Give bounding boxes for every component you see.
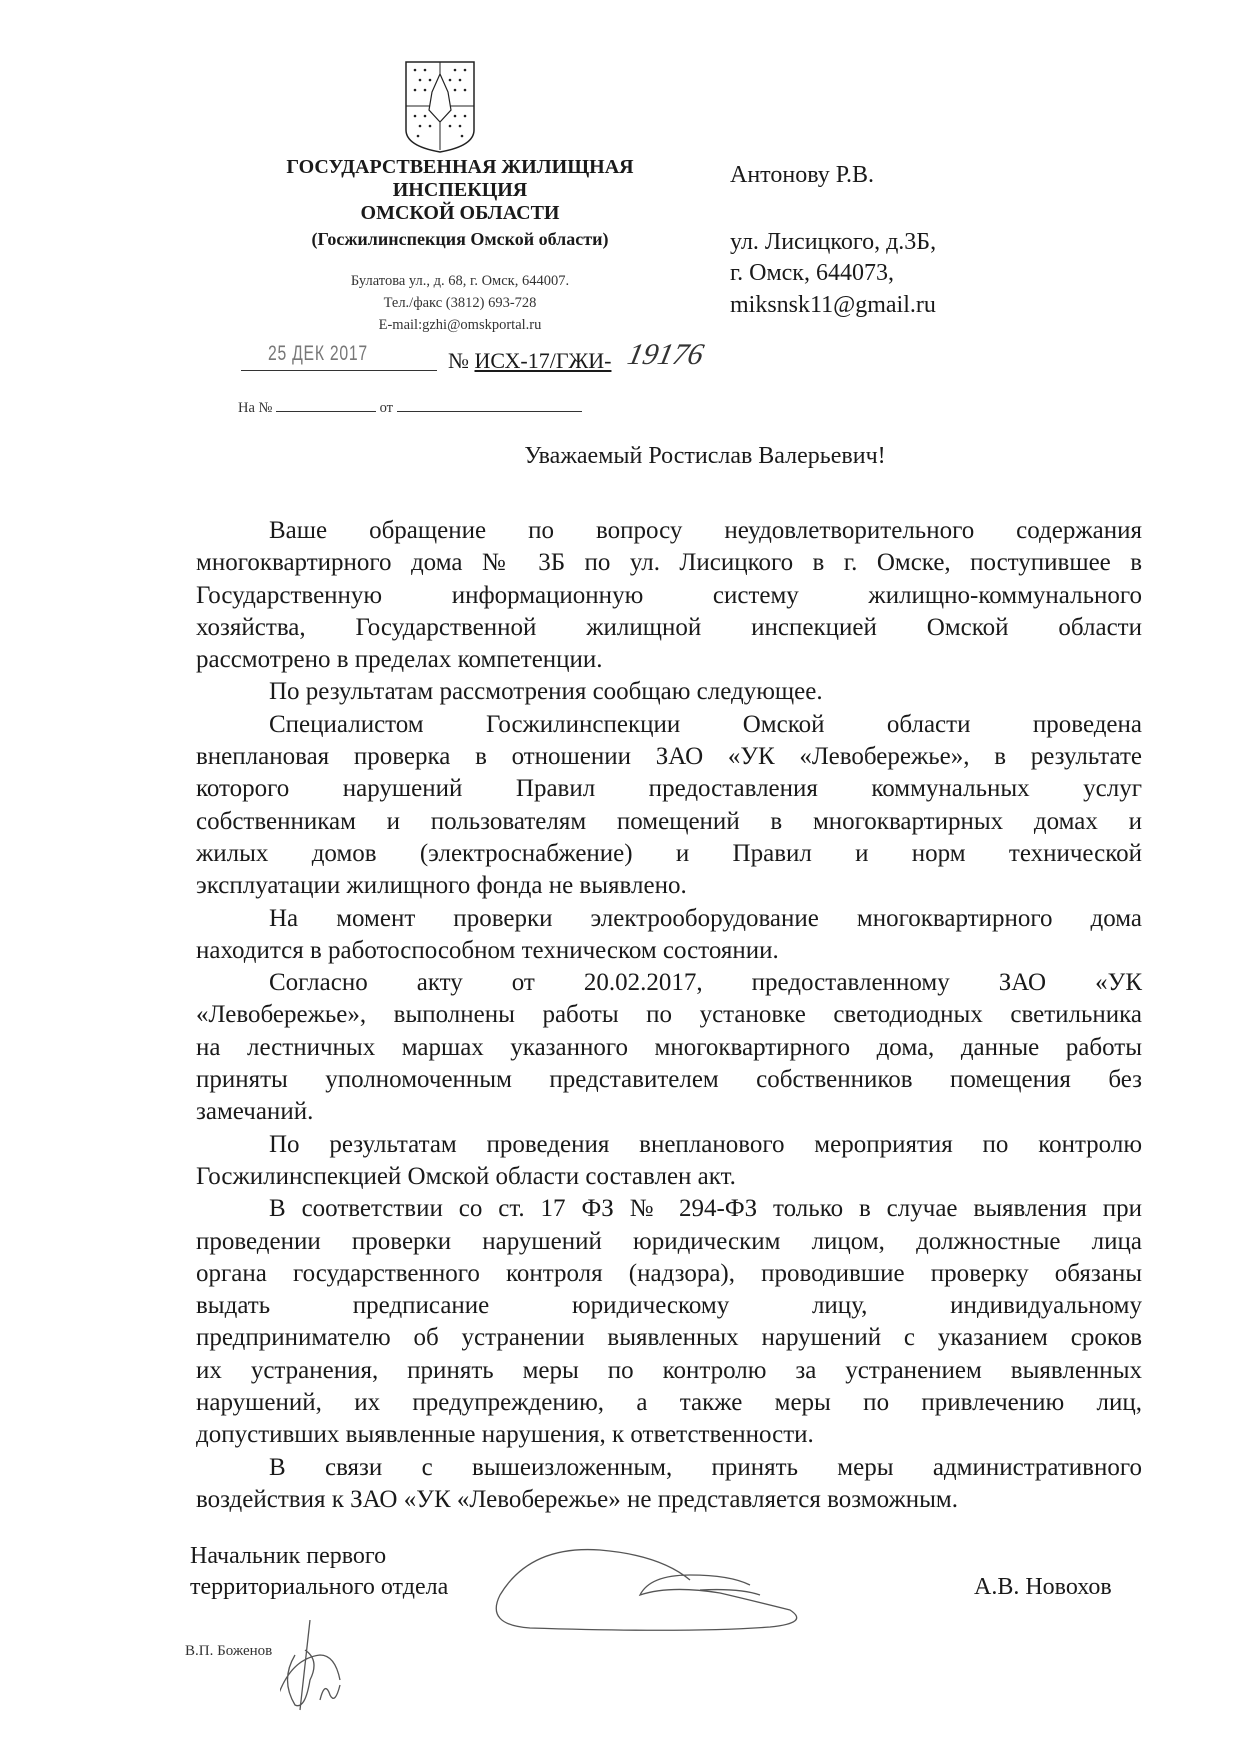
date-underline <box>241 370 437 371</box>
outgoing-number-value: ИСХ-17/ГЖИ- <box>474 348 612 373</box>
body-line: В соответствии со ст. 17 ФЗ № 294-ФЗ только в случае выявления при <box>269 1195 1142 1223</box>
body-line: на лестничных маршах указанного многоквартирного дома, данные работы <box>196 1033 1142 1061</box>
body-line: находится в работоспособном техническом состоянии. <box>196 936 779 964</box>
body-line: По результатам проведения внепланового мероприятия по контролю <box>269 1130 1142 1158</box>
body-line: внеплановая проверка в отношении ЗАО «УК «Левобережье», в результате <box>196 743 1142 771</box>
reference-label: На № <box>238 400 273 416</box>
body-line: их устранения, принять меры по контролю за устранением выявленных <box>196 1356 1142 1384</box>
body-line: «Левобережье», выполнены работы по установке светодиодных светильника <box>196 1001 1142 1029</box>
body-line: Государственную информационную систему жилищно-коммунального <box>196 581 1142 609</box>
body-line: выдать предписание юридическому лицу, индивидуальному <box>196 1292 1142 1320</box>
executor-signature <box>280 1620 380 1730</box>
reference-from-label: от <box>379 400 394 416</box>
signatory-name: А.В. Новохов <box>974 1574 1112 1600</box>
signatory-title-line: Начальник первого <box>190 1543 387 1569</box>
body-line: Ваше обращение по вопросу неудовлетворительного содержания <box>269 517 1142 544</box>
body-line: воздействия к ЗАО «УК «Левобережье» не представляется возможным. <box>196 1485 958 1513</box>
body-line: органа государственного контроля (надзора), проводившие проверку обязаны <box>196 1259 1142 1287</box>
reference-line <box>238 400 582 417</box>
body-line: эксплуатации жилищного фонда не выявлено. <box>196 872 687 900</box>
body-line: собственникам и пользователям помещений в многоквартирных домах и <box>196 807 1142 835</box>
body-line: Согласно акту от 20.02.2017, предоставленному ЗАО «УК <box>269 969 1142 997</box>
reference-date-blank <box>397 411 582 412</box>
body-line: хозяйства, Государственной жилищной инспекцией Омской области <box>196 613 1142 641</box>
recipient-email: miksnsk11@gmail.ru <box>730 292 936 318</box>
signatory-title <box>190 1541 448 1603</box>
body-line: предпринимателю об устранении выявленных нарушений с указанием сроков <box>196 1324 1142 1352</box>
body-line: По результатам рассмотрения сообщаю следующее. <box>269 678 823 706</box>
recipient-address-line: г. Омск, 644073, <box>730 260 894 286</box>
body-line: допустивших выявленные нарушения, к ответственности. <box>196 1421 814 1449</box>
body-line: рассмотрено в пределах компетенции. <box>196 646 603 674</box>
number-sign: № <box>448 348 475 373</box>
org-address: Булатова ул., д. 68, г. Омск, 644007. <box>350 273 570 289</box>
org-name-line: ГОСУДАРСТВЕННАЯ ЖИЛИЩНАЯ <box>286 156 634 178</box>
body-line: В связи с вышеизложенным, принять меры административного <box>269 1453 1142 1481</box>
body-line: Специалистом Госжилинспекции Омской области проведена <box>269 710 1142 738</box>
salutation: Уважаемый Ростислав Валерьевич! <box>524 443 886 469</box>
body-line: проведении проверки нарушений юридическим лицом, должностные лица <box>196 1227 1142 1255</box>
body-line: многоквартирного дома № 3Б по ул. Лисицкого в г. Омске, поступившее в <box>196 549 1142 577</box>
reference-number-blank <box>276 411 376 412</box>
body-line: нарушений, их предупреждению, а также меры по привлечению лиц, <box>196 1389 1142 1417</box>
date-stamp: 25 ДЕК 2017 <box>268 342 368 365</box>
body-line: приняты уполномоченным представителем собственников помещения без <box>196 1066 1142 1094</box>
letter-body <box>196 515 1142 1516</box>
org-name-line: ИНСПЕКЦИЯ <box>392 179 528 201</box>
executor-name: В.П. Боженов <box>185 1643 273 1659</box>
recipient-name: Антонову Р.В. <box>730 162 875 188</box>
org-name-line: ОМСКОЙ ОБЛАСТИ <box>360 202 560 224</box>
recipient-address-line: ул. Лисицкого, д.3Б, <box>730 229 937 255</box>
org-email: E-mail:gzhi@omskportal.ru <box>378 317 542 333</box>
body-line: замечаний. <box>196 1098 314 1126</box>
handwritten-number: 19176 <box>624 338 707 371</box>
coat-of-arms-emblem <box>403 60 477 154</box>
outgoing-number <box>448 348 611 374</box>
body-line: которого нарушений Правил предоставления коммунальных услуг <box>196 775 1142 803</box>
org-short-name: (Госжилинспекция Омской области) <box>311 229 609 249</box>
org-phone: Тел./факс (3812) 693-728 <box>383 295 537 311</box>
body-line: жилых домов (электроснабжение) и Правил и норм технической <box>196 839 1142 867</box>
signatory-title-line: территориального отдела <box>190 1574 449 1600</box>
handwritten-signature <box>490 1545 830 1635</box>
body-line: На момент проверки электрооборудование многоквартирного дома <box>269 904 1142 932</box>
body-line: Госжилинспекцией Омской области составлен акт. <box>196 1162 736 1190</box>
